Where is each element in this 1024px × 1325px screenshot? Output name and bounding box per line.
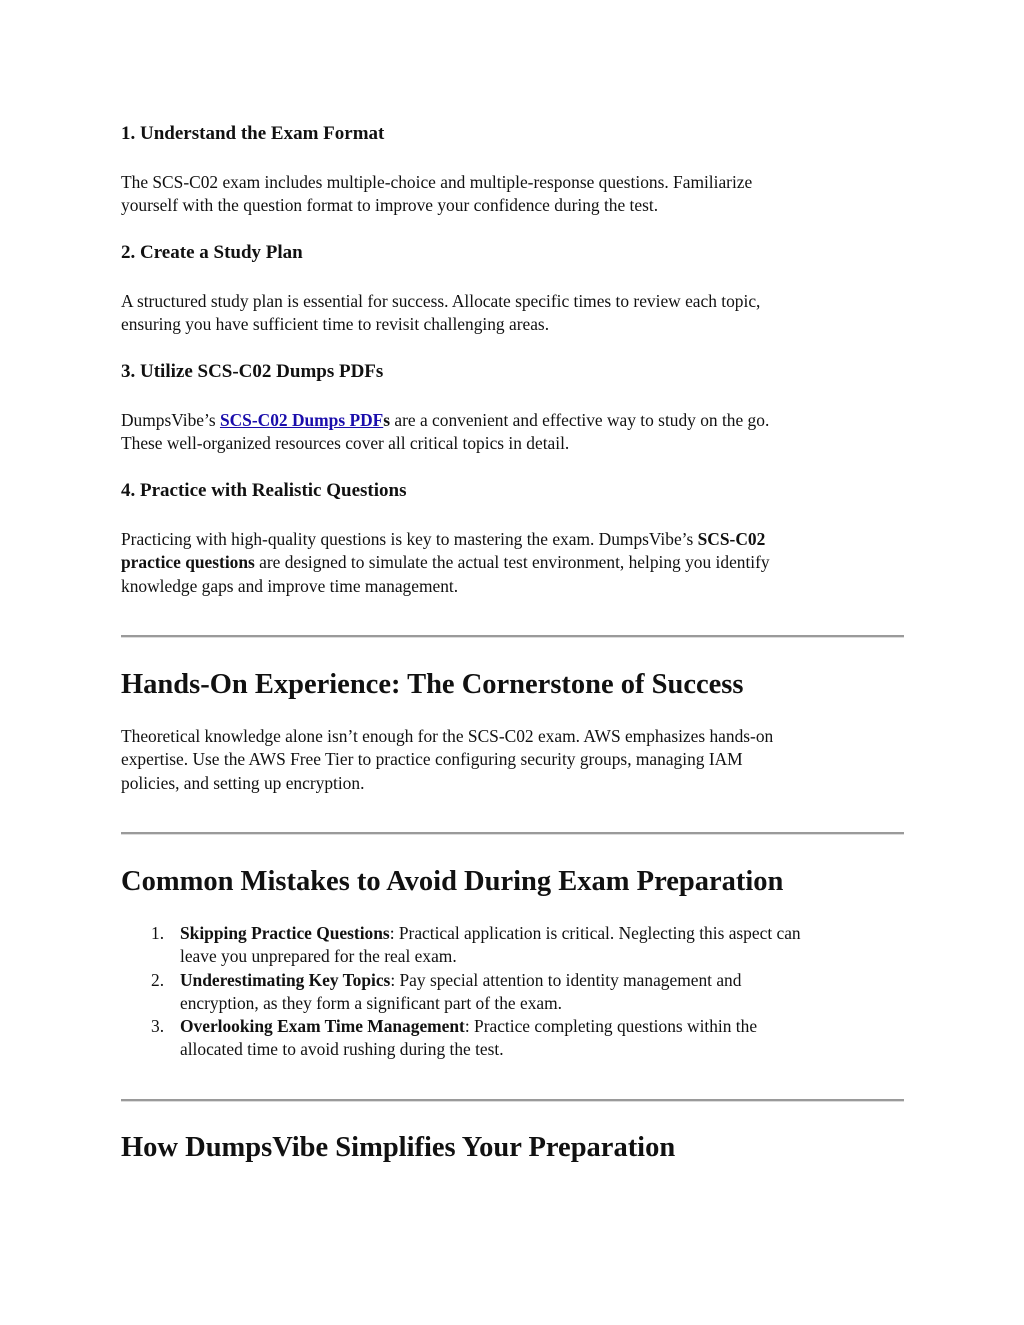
text-line: The SCS-C02 exam includes multiple-choice and multiple-response questions. Familiarize — [121, 172, 753, 192]
list-number: 2. — [151, 969, 165, 990]
heading-utilize-dumps-pdfs: 3. Utilize SCS-C02 Dumps PDFs — [121, 361, 384, 382]
text-line: Theoretical knowledge alone isn’t enough for the SCS-C02 exam. AWS emphasizes hands-on — [121, 726, 774, 746]
text-line: policies, and setting up encryption. — [121, 772, 365, 793]
paragraph-dumps-pdfs — [121, 409, 904, 456]
list-item — [121, 969, 904, 1016]
text-line: expertise. Use the AWS Free Tier to practice configuring security groups, managing IAM — [121, 749, 743, 770]
text-fragment: : Practice completing questions within the — [464, 1016, 758, 1037]
text-fragment: : Practical application is critical. Neglecting this aspect can — [389, 923, 801, 943]
list-number: 1. — [151, 923, 165, 943]
scs-c02-dumps-pdf-link[interactable]: SCS-C02 Dumps PDF — [219, 410, 384, 430]
horizontal-rule — [121, 1099, 904, 1102]
text-fragment: DumpsVibe’s — [121, 410, 220, 430]
list-item — [121, 1015, 904, 1062]
text-line — [121, 528, 904, 551]
list-item — [121, 922, 904, 969]
text-fragment: are designed to simulate the actual test environment, helping you identify — [254, 552, 770, 573]
heading-practice-realistic-questions: 4. Practice with Realistic Questions — [121, 480, 407, 501]
text-fragment-bold: SCS-C02 — [697, 529, 766, 549]
text-fragment-bold: Skipping Practice Questions — [180, 923, 390, 943]
text-line: yourself with the question format to improve your confidence during the test. — [121, 195, 659, 216]
heading-create-study-plan: 2. Create a Study Plan — [121, 242, 303, 263]
heading-common-mistakes: Common Mistakes to Avoid During Exam Preparation — [121, 866, 784, 897]
text-fragment: are a convenient and effective way to study on the go. — [390, 410, 770, 430]
text-line — [121, 551, 904, 574]
paragraph-practice-questions — [121, 528, 904, 598]
text-fragment-bold: practice questions — [121, 552, 255, 573]
paragraph-exam-format — [121, 171, 904, 218]
paragraph-hands-on — [121, 725, 904, 795]
text-line: A structured study plan is essential for success. Allocate specific times to review each topic, — [121, 291, 761, 311]
text-line: These well-organized resources cover all critical topics in detail. — [121, 433, 570, 454]
horizontal-rule — [121, 832, 904, 835]
list-number: 3. — [151, 1016, 165, 1037]
heading-hands-on-experience: Hands-On Experience: The Cornerstone of Success — [121, 669, 744, 700]
heading-understand-exam-format: 1. Understand the Exam Format — [121, 123, 385, 144]
text-fragment-bold: Underestimating Key Topics — [180, 969, 391, 990]
text-fragment-bold: Overlooking Exam Time Management — [180, 1016, 465, 1037]
text-fragment-bold: s — [383, 410, 391, 430]
heading-how-dumpsvibe-simplifies: How DumpsVibe Simplifies Your Preparation — [121, 1132, 676, 1163]
text-line — [180, 1015, 904, 1038]
text-line — [180, 969, 904, 992]
text-line — [180, 922, 904, 945]
text-fragment: : Pay special attention to identity management and — [390, 969, 742, 990]
mistakes-list — [121, 922, 904, 1062]
text-line: allocated time to avoid rushing during the test. — [180, 1039, 504, 1060]
text-line — [121, 409, 904, 432]
text-line: knowledge gaps and improve time management. — [121, 575, 459, 596]
horizontal-rule — [121, 635, 904, 638]
paragraph-study-plan — [121, 290, 904, 337]
text-line: leave you unprepared for the real exam. — [180, 946, 457, 967]
text-line: ensuring you have sufficient time to revisit challenging areas. — [121, 314, 550, 335]
text-line: encryption, as they form a significant part of the exam. — [180, 992, 562, 1013]
text-fragment: Practicing with high-quality questions is key to mastering the exam. DumpsVibe’s — [121, 529, 698, 549]
